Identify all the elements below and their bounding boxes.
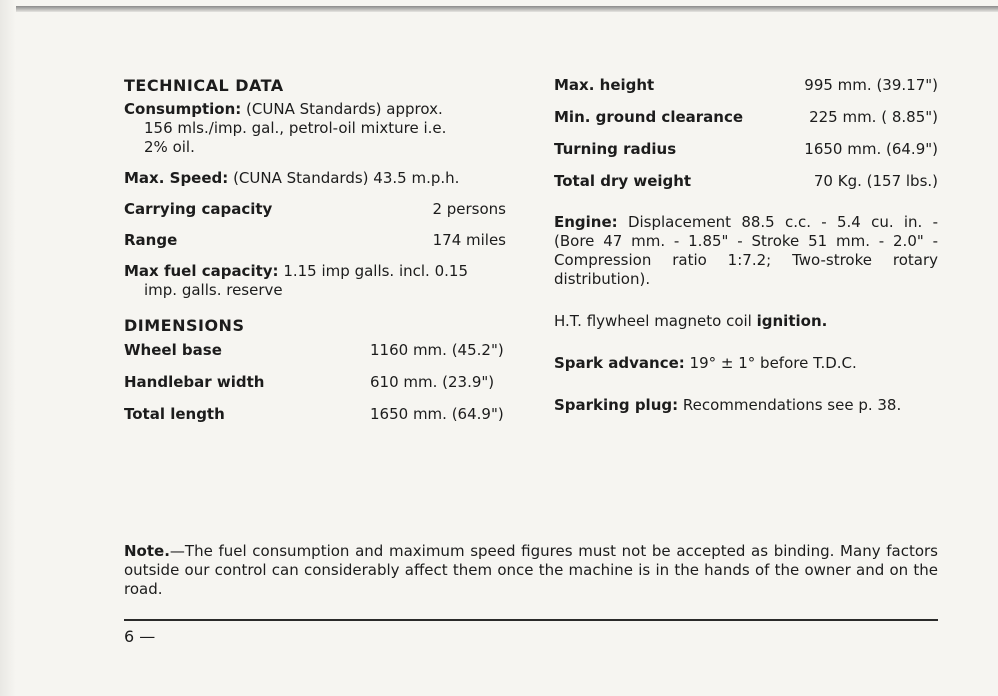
spec-value: 225 mm. ( 8.85") bbox=[809, 108, 938, 126]
spec-value: 1650 mm. (64.9") bbox=[804, 140, 938, 158]
sparking-plug-paragraph bbox=[554, 396, 938, 415]
ignition-paragraph bbox=[554, 312, 938, 331]
sparking-plug-text: Recommendations see p. 38. bbox=[682, 396, 902, 414]
dimension-label: Wheel base bbox=[124, 341, 222, 359]
carrying-capacity-row bbox=[124, 200, 506, 219]
fuel-capacity-label: Max fuel capacity: bbox=[124, 262, 279, 280]
max-speed-label: Max. Speed: bbox=[124, 169, 229, 187]
fuel-capacity-text: 1.15 imp galls. incl. 0.15 bbox=[283, 262, 468, 280]
dimension-row bbox=[124, 341, 506, 360]
spec-label: Min. ground clearance bbox=[554, 108, 744, 126]
ignition-text: H.T. flywheel magneto coil bbox=[554, 312, 752, 330]
carrying-capacity-label: Carrying capacity bbox=[124, 200, 273, 218]
spec-label: Total dry weight bbox=[554, 172, 692, 190]
right-column bbox=[554, 76, 938, 415]
consumption-paragraph bbox=[124, 100, 506, 157]
fuel-capacity-paragraph bbox=[124, 262, 506, 300]
dimension-label: Handlebar width bbox=[124, 373, 265, 391]
range-label: Range bbox=[124, 231, 178, 249]
dimension-value: 1160 mm. (45.2") bbox=[370, 341, 504, 359]
engine-paragraph bbox=[554, 213, 938, 289]
note-paragraph bbox=[124, 542, 938, 599]
engine-label: Engine: bbox=[554, 213, 618, 231]
dimension-row bbox=[124, 373, 506, 392]
carrying-capacity-value: 2 persons bbox=[432, 200, 506, 218]
note-label: Note. bbox=[124, 542, 170, 560]
dimension-value: 1650 mm. (64.9") bbox=[370, 405, 504, 423]
max-speed-paragraph bbox=[124, 169, 506, 188]
spark-advance-label: Spark advance: bbox=[554, 354, 685, 372]
fuel-capacity-line-2: imp. galls. reserve bbox=[144, 281, 283, 299]
consumption-line-3: 2% oil. bbox=[144, 138, 195, 156]
technical-data-heading: TECHNICAL DATA bbox=[124, 76, 284, 95]
range-row bbox=[124, 231, 506, 250]
spark-advance-paragraph bbox=[554, 354, 938, 373]
note-text: —The fuel consumption and maximum speed figures must not be accepted as binding. Many factors outside our control can considerably affect them once the machine is in the hands of the owner and on the road. bbox=[124, 542, 938, 598]
dimension-label: Total length bbox=[124, 405, 225, 423]
max-speed-text: (CUNA Standards) 43.5 m.p.h. bbox=[233, 169, 460, 187]
spec-row bbox=[554, 172, 938, 191]
spec-row bbox=[554, 108, 938, 127]
consumption-line-2: 156 mls./imp. gal., petrol-oil mixture i.e. bbox=[144, 119, 447, 137]
dimensions-heading: DIMENSIONS bbox=[124, 316, 245, 335]
spec-label: Max. height bbox=[554, 76, 655, 94]
consumption-label: Consumption: bbox=[124, 100, 242, 118]
page-top-edge bbox=[14, 6, 998, 12]
range-value: 174 miles bbox=[432, 231, 506, 249]
spec-label: Turning radius bbox=[554, 140, 677, 158]
sparking-plug-label: Sparking plug: bbox=[554, 396, 679, 414]
page-number: 6 — bbox=[124, 627, 156, 646]
ignition-label: ignition. bbox=[756, 312, 828, 330]
spec-row bbox=[554, 76, 938, 95]
spark-advance-text: 19° ± 1° before T.D.C. bbox=[689, 354, 857, 372]
left-column bbox=[124, 76, 506, 424]
engine-text: Displacement 88.5 c.c. - 5.4 cu. in. - (Bore 47 mm. - 1.85" - Stroke 51 mm. - 2.0" - Compression ratio 1:7.2; Two-stroke rotary distribution). bbox=[554, 213, 938, 288]
footer-rule bbox=[124, 619, 938, 621]
dimension-value: 610 mm. (23.9") bbox=[370, 373, 495, 391]
consumption-text: (CUNA Standards) approx. bbox=[246, 100, 443, 118]
spec-value: 70 Kg. (157 lbs.) bbox=[813, 172, 938, 190]
spec-value: 995 mm. (39.17") bbox=[804, 76, 938, 94]
spec-row bbox=[554, 140, 938, 159]
dimension-row bbox=[124, 405, 506, 424]
page-binding-edge bbox=[0, 0, 16, 696]
